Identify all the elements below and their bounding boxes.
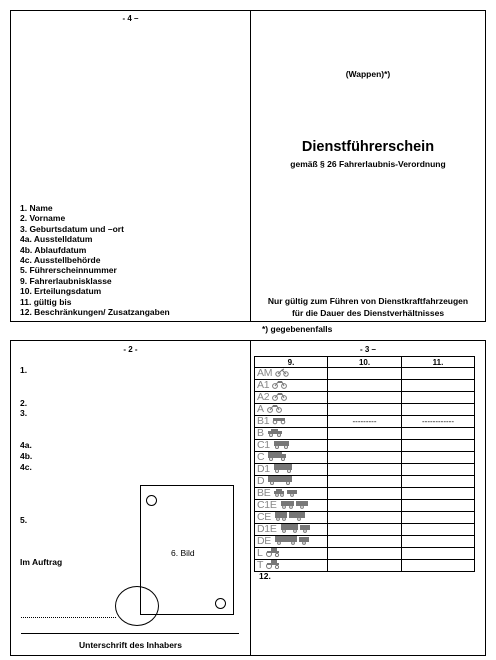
tractor-icon: [266, 560, 281, 571]
class-row: [255, 452, 475, 464]
page-4-field-label: 2. Vorname: [20, 213, 66, 224]
moto-icon: [272, 380, 288, 391]
issue-date-cell: [328, 476, 402, 488]
holder-signature-caption: Unterschrift des Inhabers: [79, 640, 182, 650]
issue-date-cell: [328, 524, 402, 536]
issue-date-cell: [328, 452, 402, 464]
class-cell: [255, 428, 328, 440]
van-icon: [273, 440, 291, 451]
issue-date-cell: [328, 512, 402, 524]
class-row: [255, 380, 475, 392]
vantrailer-icon: [280, 500, 309, 511]
class-code: D1E: [257, 523, 277, 535]
field-2-number: 2.: [20, 398, 28, 408]
field-1-number: 1.: [20, 365, 28, 375]
field-5-number: 5.: [20, 515, 28, 525]
class-table-header: [255, 357, 475, 368]
field-4a-number: 4a.: [20, 440, 32, 450]
page-4-field-label: 10. Erteilungsdatum: [20, 286, 102, 297]
class-row: [255, 404, 475, 416]
moto-icon: [272, 392, 288, 403]
issue-date-cell: ---------: [328, 416, 402, 428]
class-code: BE: [257, 487, 271, 499]
page-2-panel: [10, 340, 251, 656]
class-code: A1: [257, 379, 270, 391]
valid-until-cell: [402, 428, 475, 440]
class-code: L: [257, 547, 263, 559]
issue-date-cell: [328, 440, 402, 452]
class-cell: [255, 500, 328, 512]
issue-date-cell: [328, 368, 402, 380]
class-row: [255, 560, 475, 572]
issue-date-cell: [328, 380, 402, 392]
class-cell: [255, 536, 328, 548]
column-header-11: 11.: [402, 357, 475, 368]
class-code: T: [257, 559, 264, 571]
valid-until-cell: [402, 380, 475, 392]
issue-date-cell: [328, 548, 402, 560]
page-3-number: - 3 –: [359, 345, 376, 354]
class-code: B1: [257, 415, 270, 427]
class-cell: [255, 512, 328, 524]
footnote: *) gegebenenfalls: [262, 324, 333, 334]
class-row: [255, 464, 475, 476]
issue-date-cell: [328, 560, 402, 572]
page-4-panel: [10, 10, 251, 322]
bus-icon: [267, 476, 293, 487]
class-cell: [255, 404, 328, 416]
page-4-field-label: 11. gültig bis: [20, 296, 72, 307]
class-row: [255, 368, 475, 380]
page-4-field-label: 4c. Ausstellbehörde: [20, 255, 101, 266]
class-row: [255, 476, 475, 488]
car-icon: [267, 428, 284, 439]
page-4-field-label: 1. Name: [20, 203, 53, 213]
tractor-icon: [266, 548, 281, 559]
valid-until-cell: [402, 368, 475, 380]
minibus-icon: [273, 464, 293, 475]
class-code: AM: [257, 367, 273, 379]
class-cell: [255, 368, 328, 380]
page-4-field-list: [20, 203, 170, 317]
valid-until-cell: [402, 452, 475, 464]
valid-until-cell: [402, 476, 475, 488]
column-header-10: 10.: [328, 357, 402, 368]
stamp-circle: [115, 586, 159, 626]
class-cell: [255, 524, 328, 536]
class-row: [255, 428, 475, 440]
page-4-field-label: 4b. Ablaufdatum: [20, 244, 87, 255]
bustrailer-icon: [274, 536, 310, 547]
class-code: B: [257, 427, 264, 439]
class-row: [255, 416, 475, 428]
page-4-number: - 4 –: [122, 14, 139, 23]
quad-icon: [272, 416, 287, 427]
issue-date-cell: [328, 392, 402, 404]
validity-line-2: für die Dauer des Dienstverhältnisses: [291, 308, 445, 318]
valid-until-cell: [402, 524, 475, 536]
valid-until-cell: [402, 536, 475, 548]
field-12-number: 12.: [259, 571, 271, 581]
page-2-number: - 2 -: [123, 345, 138, 354]
class-cell: [255, 476, 328, 488]
valid-until-cell: [402, 464, 475, 476]
holder-signature-line: [21, 633, 239, 634]
valid-until-cell: [402, 548, 475, 560]
issuer-signature-line: [21, 617, 116, 618]
moped-icon: [275, 368, 289, 379]
class-cell: [255, 416, 328, 428]
page-4-field-label: 5. Führerscheinnummer: [20, 265, 117, 276]
class-row: [255, 524, 475, 536]
page-4-field-label: 3. Geburtsdatum und –ort: [20, 223, 124, 234]
class-code: A: [257, 403, 264, 415]
class-code: DE: [257, 535, 271, 547]
valid-until-cell: ------------: [402, 416, 475, 428]
issue-date-cell: [328, 488, 402, 500]
class-cell: [255, 452, 328, 464]
class-code: D1: [257, 463, 270, 475]
issue-date-cell: [328, 404, 402, 416]
class-row: [255, 500, 475, 512]
valid-until-cell: [402, 488, 475, 500]
class-code: C: [257, 451, 265, 463]
issue-date-cell: [328, 500, 402, 512]
issue-date-cell: [328, 536, 402, 548]
license-title: Dienstführerschein: [301, 139, 435, 155]
class-cell: [255, 560, 328, 572]
photo-label: 6. Bild: [171, 548, 195, 558]
cartrailer-icon: [273, 488, 298, 499]
page-4-field-label: 12. Beschränkungen/ Zusatzangaben: [20, 307, 170, 318]
class-row: [255, 536, 475, 548]
class-cell: [255, 392, 328, 404]
valid-until-cell: [402, 404, 475, 416]
moto-icon: [267, 404, 283, 415]
issue-date-cell: [328, 464, 402, 476]
class-row: [255, 488, 475, 500]
class-row: [255, 548, 475, 560]
issue-date-cell: [328, 428, 402, 440]
class-code: CE: [257, 511, 271, 523]
valid-until-cell: [402, 512, 475, 524]
class-cell: [255, 380, 328, 392]
class-code: C1: [257, 439, 270, 451]
trucktrailer-icon: [274, 512, 306, 523]
wappen-placeholder: (Wappen)*): [345, 69, 391, 79]
im-auftrag-label: Im Auftrag: [20, 557, 63, 567]
license-class-table: [254, 356, 475, 572]
truck-icon: [267, 452, 287, 463]
page-4-field-label: 9. Fahrerlaubnisklasse: [20, 275, 112, 286]
class-cell: [255, 548, 328, 560]
class-row: [255, 512, 475, 524]
valid-until-cell: [402, 392, 475, 404]
minibustrailer-icon: [280, 524, 311, 535]
class-cell: [255, 488, 328, 500]
field-4b-number: 4b.: [20, 451, 33, 461]
class-cell: [255, 464, 328, 476]
column-header-9: 9.: [255, 357, 328, 368]
license-subtitle: gemäß § 26 Fahrerlaubnis-Verordnung: [290, 159, 446, 169]
class-row: [255, 392, 475, 404]
class-code: C1E: [257, 499, 277, 511]
photo-corner-circle-bottom: [215, 598, 226, 609]
page-3-panel: [250, 340, 486, 656]
class-cell: [255, 440, 328, 452]
class-code: A2: [257, 391, 270, 403]
field-4c-number: 4c.: [20, 462, 32, 472]
class-code: D: [257, 475, 265, 487]
photo-corner-circle-top: [146, 495, 157, 506]
valid-until-cell: [402, 560, 475, 572]
validity-line-1: Nur gültig zum Führen von Dienstkraftfahrzeugen: [267, 296, 469, 306]
valid-until-cell: [402, 440, 475, 452]
valid-until-cell: [402, 500, 475, 512]
cover-panel: [250, 10, 486, 322]
page-4-field-label: 4a. Ausstelldatum: [20, 234, 93, 245]
field-3-number: 3.: [20, 408, 28, 418]
class-row: [255, 440, 475, 452]
